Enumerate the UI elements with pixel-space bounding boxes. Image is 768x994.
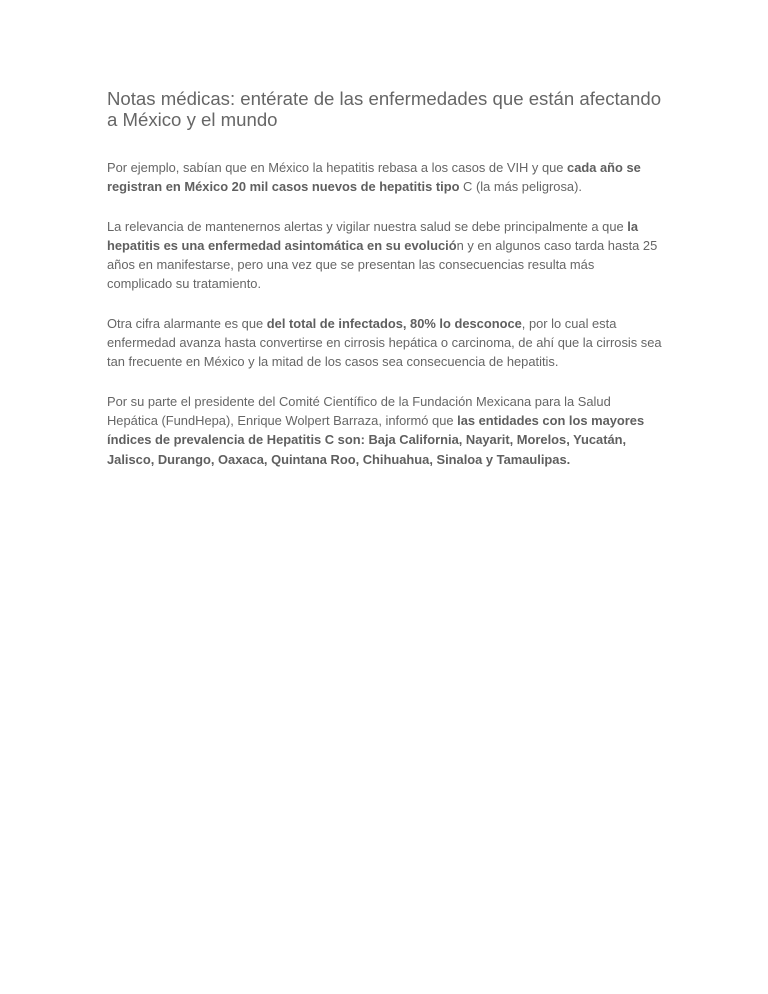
paragraph-1-text-1: Por ejemplo, sabían que en México la hepatitis rebasa a los casos de VIH y que xyxy=(107,160,568,175)
paragraph-3-text-2: , por lo cual esta enfermedad avanza hasta convertirse en cirrosis hepática o carcinoma, de ahí que la cirrosis sea tan frecuente en México y la mitad de los casos sea consecuencia de hepatitis. xyxy=(107,315,662,370)
document-title: Notas médicas: entérate de las enfermedades que están afectando a México y el mundo xyxy=(107,88,662,130)
paragraph-1 xyxy=(107,158,663,197)
paragraph-3-text-1: Otra cifra alarmante es que xyxy=(107,315,267,331)
paragraph-3-bold-1: del total de infectados, 80% lo desconoce xyxy=(266,315,522,331)
paragraph-2 xyxy=(107,217,663,294)
paragraph-2-text-1: La relevancia de mantenernos alertas y vigilar nuestra salud se debe principalmente a que xyxy=(107,218,628,234)
paragraph-1-text-2: C (la más peligrosa). xyxy=(459,179,582,195)
paragraph-3 xyxy=(107,314,663,372)
paragraph-1-bold-1: cada año se registran en México 20 mil casos nuevos de hepatitis tipo xyxy=(107,160,641,195)
paragraph-4-text-1: Por su parte el presidente del Comité Científico de la Fundación Mexicana para la Salud Hepática (FundHepa), Enrique Wolpert Barraza, informó que xyxy=(107,393,611,428)
paragraph-4-bold-1: las entidades con los mayores índices de prevalencia de Hepatitis C son: Baja California, Nayarit, Morelos, Yucatán, Jalisco, Durango, Oaxaca, Quintana Roo, Chihuahua, Sinaloa y Tamaulipas. xyxy=(107,412,645,467)
paragraph-4 xyxy=(107,392,663,469)
paragraph-2-text-2: n y en algunos caso tarda hasta 25 años en manifestarse, pero una vez que se presentan las consecuencias resulta más complicado su tratamiento. xyxy=(107,237,658,292)
paragraph-2-bold-1: la hepatitis es una enfermedad asintomática en su evolució xyxy=(107,218,638,253)
document-page xyxy=(107,88,663,489)
